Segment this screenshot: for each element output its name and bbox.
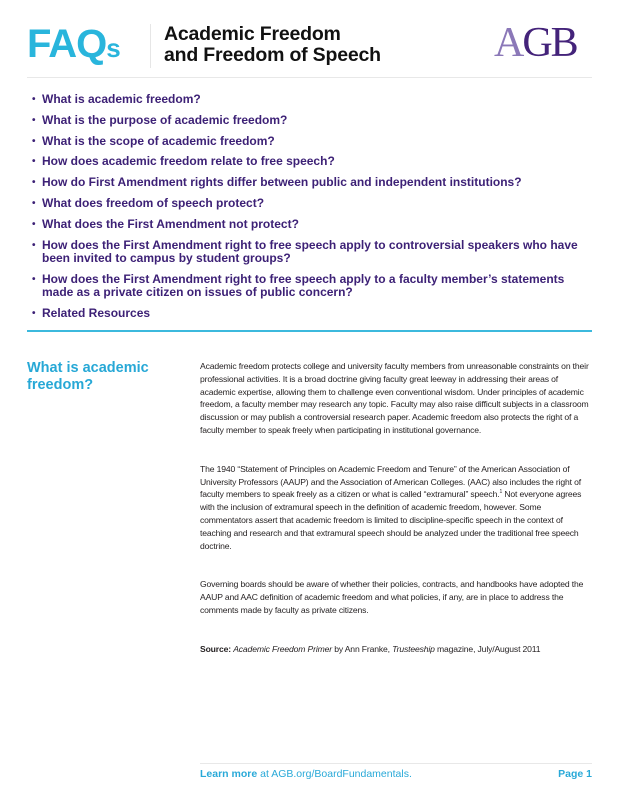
toc-item[interactable] [32, 197, 592, 211]
toc-item[interactable] [32, 218, 592, 232]
toc-link-free-speech[interactable]: How does academic freedom relate to free speech? [42, 154, 335, 169]
body-paragraph: Academic freedom protects college and university faculty members from unreasonable constraints on their professional activities. It is a broad doctrine giving faculty great leeway in addressing their areas of academic expertise, allowing them to challenge even conventional wisdom. Under principles of academic freedom, a faculty member may research any topic. Faculty may also raise difficult subjects in a classroom discussion or may publish a controversial research paper. Academic freedom also protects the right of a faculty member to speak freely when participating in institutional governance. [200, 361, 589, 435]
toc-item[interactable] [32, 273, 592, 300]
toc-link-scope[interactable]: What is the scope of academic freedom? [42, 133, 275, 148]
toc-item[interactable] [32, 239, 592, 266]
footnote-marker[interactable]: 1 [499, 489, 503, 496]
toc-item[interactable] [32, 93, 592, 107]
toc-item[interactable] [32, 155, 592, 169]
toc-item[interactable] [32, 114, 592, 128]
agb-logo: AGB [494, 20, 577, 66]
toc-link-purpose[interactable]: What is the purpose of academic freedom? [42, 112, 288, 127]
toc-item[interactable] [32, 135, 592, 149]
toc-link-controversial-speakers[interactable]: How does the First Amendment right to free speech apply to controversial speakers who have been invited to campus by student groups? [42, 237, 578, 266]
section-heading: What is academic freedom? [27, 360, 149, 393]
footer-learn-more-link[interactable]: Learn more at AGB.org/BoardFundamentals. [200, 768, 412, 780]
table-of-contents [32, 93, 592, 328]
toc-link-public-independent[interactable]: How do First Amendment rights differ between public and independent institutions? [42, 175, 522, 190]
page-header [0, 0, 618, 78]
toc-link-faculty-statements[interactable]: How does the First Amendment right to free speech apply to a faculty member’s statements made as a private citizen on issues of public concern? [42, 271, 565, 300]
footer-divider [200, 763, 592, 764]
toc-link-not-protect[interactable]: What does the First Amendment not protect? [42, 216, 299, 231]
body-paragraph: Governing boards should be aware of whether their policies, contracts, and handbooks have adopted the AAUP and AAC definition of academic freedom and what policies, if any, are in place to address the comments made by faculty as private citizens. [200, 579, 584, 615]
page-title: Academic Freedom and Freedom of Speech [164, 23, 381, 66]
faqs-badge: FAQs [27, 22, 120, 66]
page-number: Page 1 [558, 768, 592, 780]
toc-link-related-resources[interactable]: Related Resources [42, 306, 151, 321]
source-citation: Source: Academic Freedom Primer by Ann Franke, Trusteeship magazine, July/August 2011 [200, 643, 541, 654]
header-divider-line [27, 77, 592, 78]
section-divider [27, 330, 592, 332]
header-divider [150, 24, 151, 68]
body-paragraph: The 1940 “Statement of Principles on Academic Freedom and Tenure” of the American Association of University Professors (AAUP) and the Association of American Colleges. (AAC) also includes the right of faculty members to speak freely as a citizen or what is called “extramural” speech.$^1$ Not everyone agrees with the inclusion of extramural speech in the definition of academic freedom, however. Some commentators assert that academic freedom is limited to discipline-specific speech in the context of teaching and research and that extramural speech should be analyzed under the traditional free speech doctrine. [200, 463, 582, 551]
toc-item[interactable] [32, 176, 592, 190]
toc-link-speech-protect[interactable]: What does freedom of speech protect? [42, 195, 265, 210]
toc-item[interactable] [32, 307, 592, 321]
section-body [200, 360, 592, 682]
toc-link-what-is-academic-freedom[interactable]: What is academic freedom? [42, 92, 201, 106]
